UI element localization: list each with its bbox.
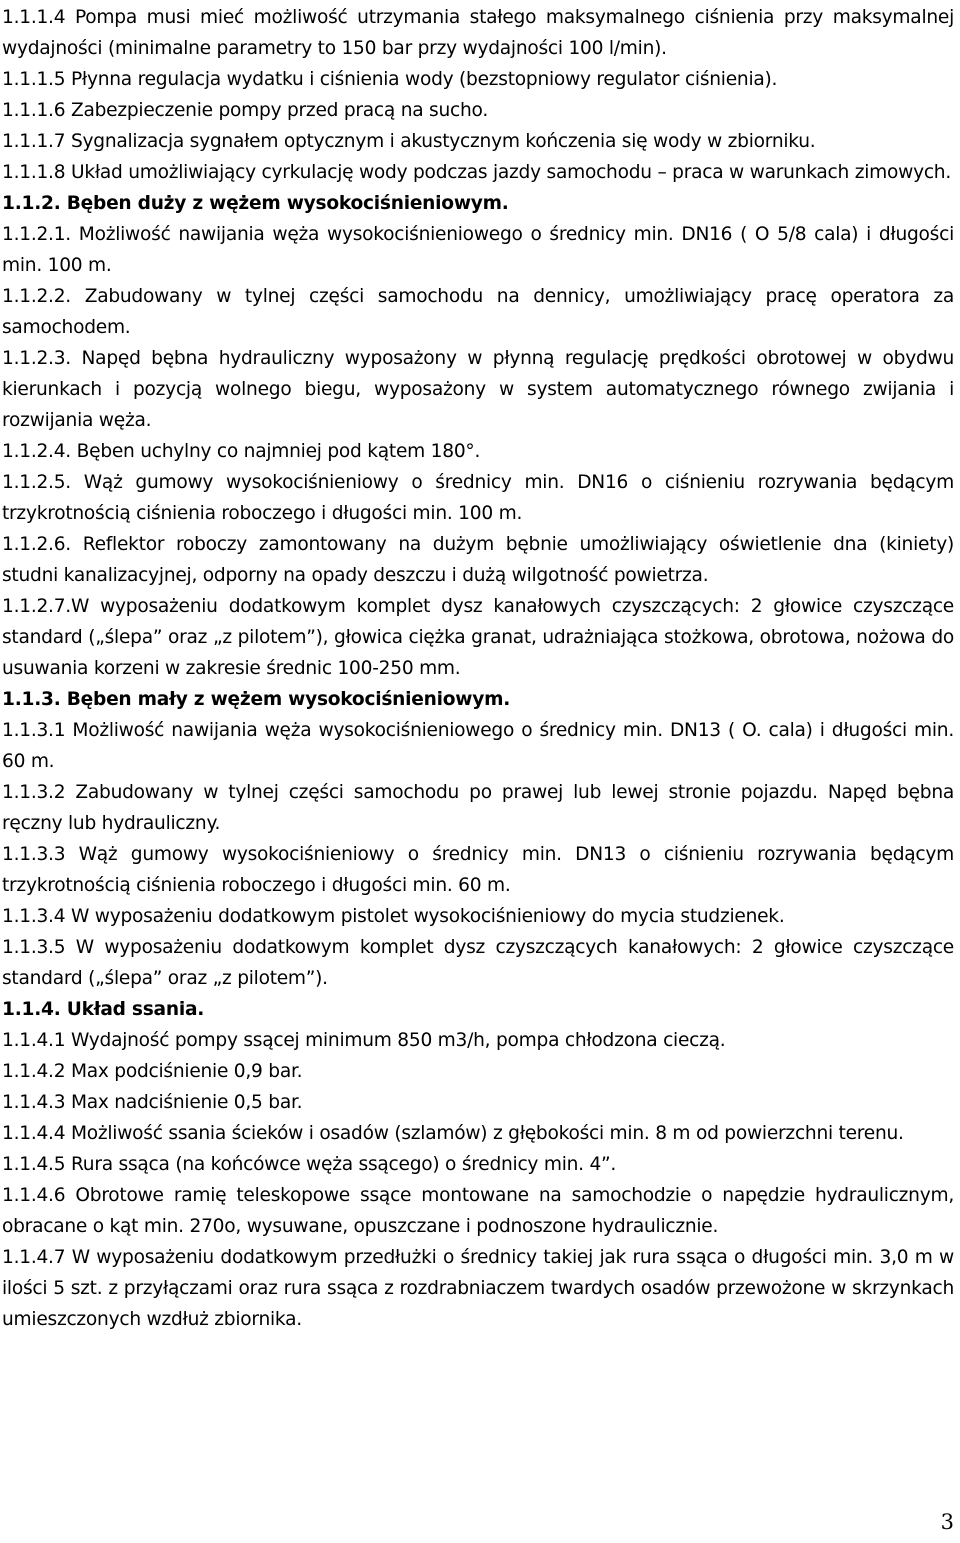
paragraph: 1.1.3.3 Wąż gumowy wysokociśnieniowy o średnicy min. DN13 o ciśnieniu rozrywania będącym trzykrotnością ciśnienia roboczego i długości min. 60 m. xyxy=(2,844,954,896)
paragraph: 1.1.2.6. Reflektor roboczy zamontowany na dużym bębnie umożliwiający oświetlenie dna (kiniety) studni kanalizacyjnej, odporny na opady deszczu i dużą wilgotność powietrza. xyxy=(2,534,954,586)
paragraph: 1.1.3.1 Możliwość nawijania węża wysokociśnieniowego o średnicy min. DN13 ( O. cala) i długości min. 60 m. xyxy=(2,720,954,772)
paragraph: 1.1.4.4 Możliwość ssania ścieków i osadów (szlamów) z głębokości min. 8 m od powierzchni terenu. xyxy=(2,1123,904,1144)
paragraph: 1.1.2.2. Zabudowany w tylnej części samochodu na dennicy, umożliwiający pracę operatora za samochodem. xyxy=(2,286,954,338)
paragraph: 1.1.2.4. Bęben uchylny co najmniej pod kątem 180°. xyxy=(2,441,481,462)
paragraph: 1.1.1.7 Sygnalizacja sygnałem optycznym i akustycznym kończenia się wody w zbiorniku. xyxy=(2,131,816,152)
paragraph: 1.1.4.3 Max nadciśnienie 0,5 bar. xyxy=(2,1092,303,1113)
paragraph: 1.1.3.2 Zabudowany w tylnej części samochodu po prawej lub lewej stronie pojazdu. Napęd bębna ręczny lub hydrauliczny. xyxy=(2,782,954,834)
paragraph: 1.1.1.6 Zabezpieczenie pompy przed pracą na sucho. xyxy=(2,100,488,121)
paragraph: 1.1.2.3. Napęd bębna hydrauliczny wyposażony w płynną regulację prędkości obrotowej w obydwu kierunkach i pozycją wolnego biegu, wyposażony w system automatycznego równego zwijania i rozwijania węża. xyxy=(2,348,954,431)
paragraph: 1.1.1.8 Układ umożliwiający cyrkulację wody podczas jazdy samochodu – praca w warunkach zimowych. xyxy=(2,162,952,183)
paragraph: 1.1.1.5 Płynna regulacja wydatku i ciśnienia wody (bezstopniowy regulator ciśnienia). xyxy=(2,69,778,90)
paragraph: 1.1.4.7 W wyposażeniu dodatkowym przedłużki o średnicy takiej jak rura ssąca o długości min. 3,0 m w ilości 5 szt. z przyłączami oraz rura ssąca z rozdrabniaczem twardych osadów przewożone w skrzynkach umieszczonych wzdłuż zbiornika. xyxy=(2,1247,954,1330)
paragraph: 1.1.2.1. Możliwość nawijania węża wysokociśnieniowego o średnicy min. DN16 ( O 5/8 cala) i długości min. 100 m. xyxy=(2,224,954,276)
paragraph: 1.1.3.4 W wyposażeniu dodatkowym pistolet wysokociśnieniowy do mycia studzienek. xyxy=(2,906,785,927)
page-number: 3 xyxy=(940,1510,954,1534)
paragraph: 1.1.4.2 Max podciśnienie 0,9 bar. xyxy=(2,1061,303,1082)
paragraph: 1.1.4.6 Obrotowe ramię teleskopowe ssące montowane na samochodzie o napędzie hydraulicznym, obracane o kąt min. 270o, wysuwane, opuszczane i podnoszone hydraulicznie. xyxy=(2,1185,954,1237)
section-heading: 1.1.2. Bęben duży z wężem wysokociśnieniowym. xyxy=(2,193,509,214)
paragraph: 1.1.2.5. Wąż gumowy wysokociśnieniowy o średnicy min. DN16 o ciśnieniu rozrywania będącym trzykrotnością ciśnienia roboczego i długości min. 100 m. xyxy=(2,472,954,524)
section-heading: 1.1.3. Bęben mały z wężem wysokociśnieniowym. xyxy=(2,689,511,710)
paragraph: 1.1.4.1 Wydajność pompy ssącej minimum 850 m3/h, pompa chłodzona cieczą. xyxy=(2,1030,726,1051)
paragraph: 1.1.4.5 Rura ssąca (na końcówce węża ssącego) o średnicy min. 4”. xyxy=(2,1154,617,1175)
section-heading: 1.1.4. Układ ssania. xyxy=(2,999,205,1020)
paragraph: 1.1.2.7.W wyposażeniu dodatkowym komplet dysz kanałowych czyszczących: 2 głowice czyszczące standard („ślepa” oraz „z pilotem”), głowica ciężka granat, udrażniająca stożkowa, obrotowa, nożowa do usuwania korzeni w zakresie średnic 100-250 mm. xyxy=(2,596,954,679)
paragraph: 1.1.3.5 W wyposażeniu dodatkowym komplet dysz czyszczących kanałowych: 2 głowice czyszczące standard („ślepa” oraz „z pilotem”). xyxy=(2,937,954,989)
paragraph: 1.1.1.4 Pompa musi mieć możliwość utrzymania stałego maksymalnego ciśnienia przy maksymalnej wydajności (minimalne parametry to 150 bar przy wydajności 100 l/min). xyxy=(2,7,954,59)
